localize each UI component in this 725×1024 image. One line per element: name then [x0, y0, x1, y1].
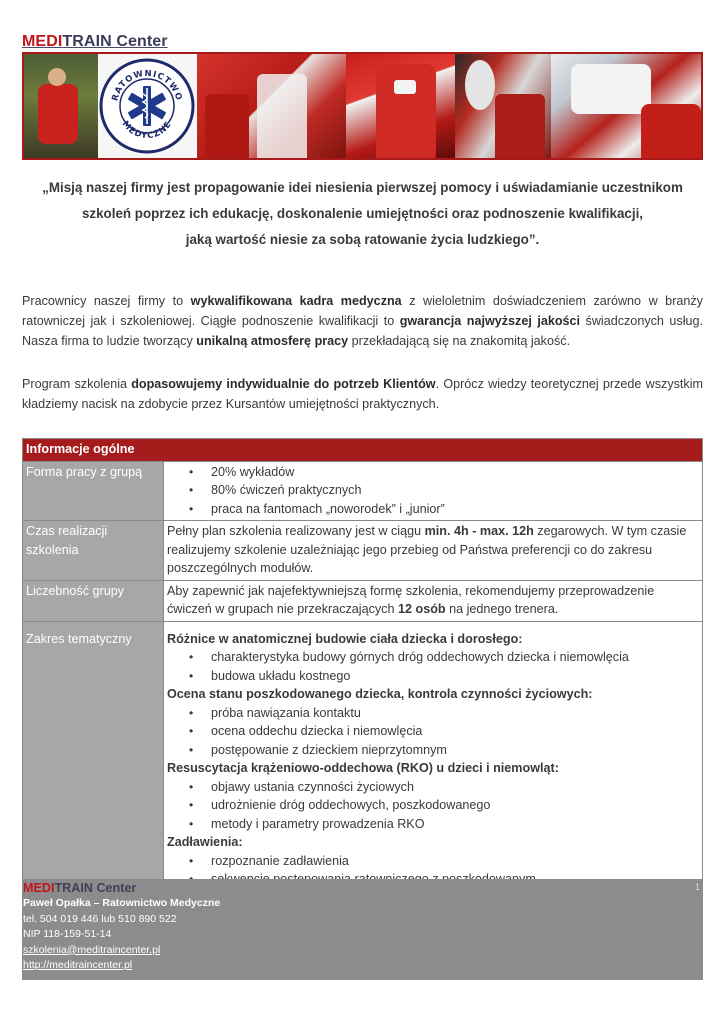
- list-item: • udrożnienie dróg oddechowych, poszkodowanego: [167, 796, 699, 815]
- mission-line-1: „Misją naszej firmy jest propagowanie idei niesienia pierwszej pomocy i uświadamianie uczestnikom: [42, 180, 683, 195]
- text: Program szkolenia: [22, 377, 132, 391]
- zakres-section-title: Ocena stanu poszkodowanego dziecka, kontrola czynności życiowych:: [167, 687, 593, 701]
- footer-email-link[interactable]: szkolenia@meditraincenter.pl: [23, 943, 161, 956]
- staff-paragraph: [22, 291, 703, 351]
- footer-company: Paweł Opałka – Ratownictwo Medyczne: [23, 897, 221, 909]
- bold-text: wykwalifikowana kadra medyczna: [190, 294, 402, 308]
- info-table-header-row: [23, 439, 703, 462]
- text: Pracownicy naszej firmy to: [22, 294, 191, 308]
- brand-title-red: MEDI: [22, 33, 63, 50]
- forma-list: [167, 463, 699, 519]
- page-number: 1: [694, 882, 700, 892]
- zakres-list: [167, 648, 699, 685]
- list-item: • charakterystyka budowy górnych dróg oddechowych dziecka i niemowlęcia: [167, 648, 699, 667]
- list-item: • rozpoznanie zadławienia: [167, 852, 699, 871]
- zakres-section-title: Resuscytacja krążeniowo-oddechowa (RKO) u dzieci i niemowląt:: [167, 761, 559, 775]
- bold-text: 12 osób: [398, 602, 446, 616]
- text: zegarowych. W tym czasie realizujemy szkolenie uzależniając jego przebieg od Państwa preferencji co do zakresu poszczególnych modułów.: [167, 524, 687, 575]
- row-value-forma: [164, 461, 703, 521]
- table-row: [23, 621, 703, 891]
- zakres-section-title: Zadławienia:: [167, 835, 243, 849]
- list-item: • ocena oddechu dziecka i niemowlęcia: [167, 722, 699, 741]
- bold-text: dopasowujemy indywidualnie do potrzeb Klientów: [131, 377, 436, 391]
- text: . Oprócz wiedzy teoretycznej przede wszystkim kładziemy nacisk na zdobycie przez Kursantów umiejętności praktycznych.: [22, 377, 703, 411]
- star-of-life-icon: [99, 58, 195, 154]
- footer-website-link[interactable]: http://meditraincenter.pl: [23, 959, 133, 971]
- zakres-list: [167, 778, 699, 834]
- text: z wieloletnim doświadczeniem zarówno w branży ratowniczej jak i szkoleniowej. Ciągłe podnoszenie kwalifikacji to: [22, 294, 703, 328]
- table-row: [23, 521, 703, 581]
- footer-brand-dark: TRAIN Center: [54, 881, 137, 895]
- row-value-czas: [164, 521, 703, 581]
- list-item: • praca na fantomach „noworodek” i „junior”: [167, 500, 699, 519]
- info-table: [22, 438, 703, 892]
- bold-text: min. 4h - max. 12h: [424, 524, 534, 538]
- text: przekładającą się na znakomitą jakość.: [348, 334, 571, 348]
- program-paragraph: [22, 374, 703, 414]
- table-row: [23, 580, 703, 621]
- row-label-czas: Czas realizacji szkolenia: [23, 521, 164, 581]
- brand-title: [22, 33, 168, 51]
- info-table-header: Informacje ogólne: [23, 439, 703, 462]
- list-item: • budowa układu kostnego: [167, 667, 699, 686]
- list-item: • postępowanie z dzieckiem nieprzytomnym: [167, 741, 699, 760]
- footer-nip: NIP 118-159-51-14: [23, 928, 112, 940]
- bold-text: unikalną atmosferę pracy: [196, 334, 349, 348]
- banner-photo-1: [24, 54, 98, 158]
- list-item: • metody i parametry prowadzenia RKO: [167, 815, 699, 834]
- logo-text-top: RATOWNICTWO: [110, 68, 184, 103]
- ratownictwo-logo: [98, 54, 197, 158]
- list-item: • objawy ustania czynności życiowych: [167, 778, 699, 797]
- banner-photo-3: [346, 54, 455, 158]
- bold-text: gwarancja najwyższej jakości: [399, 314, 581, 328]
- footer-phone: tel. 504 019 446 lub 510 890 522: [23, 912, 177, 925]
- banner-photo-4: [455, 54, 550, 158]
- row-label-zakres: Zakres tematyczny: [23, 621, 164, 891]
- footer-brand-red: MEDI: [23, 881, 55, 895]
- banner-photo-5: [551, 54, 701, 158]
- page-footer: [22, 879, 703, 980]
- list-item: • 20% wykładów: [167, 463, 699, 482]
- text: Pełny plan szkolenia realizowany jest w ciągu: [167, 524, 425, 538]
- row-label-liczebnosc: Liczebność grupy: [23, 580, 164, 621]
- zakres-section-title: Różnice w anatomicznej budowie ciała dziecka i dorosłego:: [167, 631, 523, 646]
- text: Aby zapewnić jak najefektywniejszą formę szkolenia, rekomendujemy przeprowadzenie ćwiczeń w grupach nie przekraczających: [167, 583, 655, 616]
- footer-brand: [23, 881, 703, 896]
- table-row: [23, 461, 703, 521]
- mission-line-2: szkoleń poprzez ich edukację, doskonalenie umiejętności oraz podnoszenie kwalifikacji,: [81, 206, 644, 221]
- mission-line-3: jaką wartość niesie za sobą ratowanie życia ludzkiego”.: [185, 232, 540, 247]
- text: świadczonych usług. Nasza firma to ludzie tworzący: [22, 314, 703, 348]
- list-item: • próba nawiązania kontaktu: [167, 704, 699, 723]
- logo-text-bottom: MEDYCZNE: [119, 119, 175, 142]
- banner-photo-2: [197, 54, 346, 158]
- text: na jednego trenera.: [445, 602, 559, 616]
- row-label-forma: Forma pracy z grupą: [23, 461, 164, 521]
- list-item: • 80% ćwiczeń praktycznych: [167, 481, 699, 500]
- row-value-zakres: [164, 621, 703, 891]
- zakres-list: [167, 704, 699, 760]
- brand-title-dark: TRAIN Center: [62, 33, 168, 50]
- header-banner: [22, 52, 703, 160]
- row-value-liczebnosc: [164, 580, 703, 621]
- mission-statement: [22, 175, 703, 253]
